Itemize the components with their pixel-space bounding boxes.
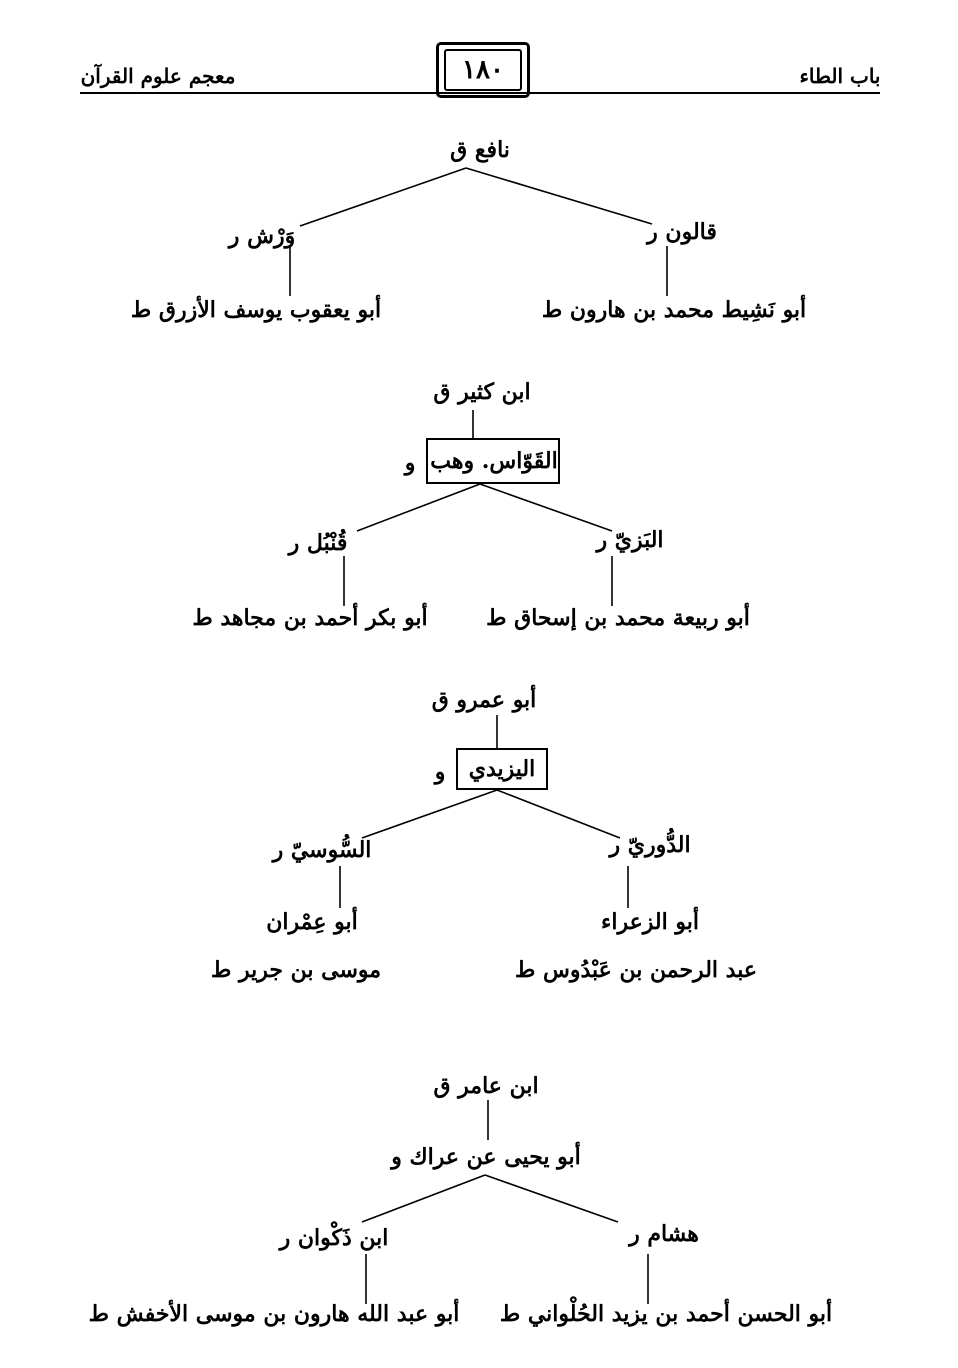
connector-line — [300, 168, 466, 226]
tariq-right: أبو الحسن أحمد بن يزيد الحُلْواني ط — [499, 1301, 833, 1327]
intermediary-box-text: القَوّاس. وهب — [430, 448, 558, 474]
rawi-left: ابن ذَكْوان ر — [279, 1225, 389, 1251]
tree-root: ابن عامر ق — [433, 1073, 539, 1099]
intermediary-suffix: و — [434, 759, 446, 785]
page-number: ١٨٠ — [462, 55, 504, 85]
rawi-right: الدُّوريّ ر — [609, 832, 691, 858]
connector-line — [357, 484, 480, 531]
intermediary-suffix: و — [404, 450, 416, 476]
connector-line — [362, 1175, 485, 1222]
connector-line — [362, 790, 497, 838]
tree-root: ابن كثير ق — [433, 379, 531, 405]
tree-root: أبو عمرو ق — [431, 687, 537, 713]
connector-line — [497, 790, 620, 838]
rawi-right: البَزيّ ر — [596, 527, 664, 553]
rawi-left: وَرْش ر — [228, 223, 296, 249]
tariq-right-line1: أبو الزعراء — [601, 909, 699, 935]
tariq-right: أبو ربيعة محمد بن إسحاق ط — [486, 605, 750, 631]
tariq-left: أبو بكر أحمد بن مجاهد ط — [192, 605, 428, 631]
tariq-left: أبو يعقوب يوسف الأزرق ط — [130, 297, 382, 323]
rawi-right: هشام ر — [629, 1221, 699, 1247]
connector-line — [466, 168, 652, 224]
intermediary-box-text: اليزيدي — [468, 756, 536, 782]
tariq-right: أبو نَشِيط محمد بن هارون ط — [541, 297, 807, 323]
tariq-left-line1: أبو عِمْران — [266, 909, 358, 935]
connector-line — [480, 484, 612, 531]
intermediary: أبو يحيى عن عراك و — [391, 1144, 581, 1170]
tree-root: نافع ق — [450, 137, 510, 163]
tariq-right-line2: عبد الرحمن بن عَبْدُوس ط — [515, 957, 757, 983]
rawi-left: قُنْبُل ر — [288, 530, 348, 556]
chapter-title: باب الطاء — [799, 64, 881, 88]
rawi-right: قالون ر — [647, 219, 717, 245]
tariq-left-line2: موسى بن جرير ط — [210, 957, 382, 983]
book-title: معجم علوم القرآن — [80, 64, 236, 88]
tariq-left: أبو عبد الله هارون بن موسى الأخفش ط — [88, 1301, 460, 1327]
connector-line — [485, 1175, 618, 1222]
rawi-left: السُّوسيّ ر — [272, 837, 372, 863]
